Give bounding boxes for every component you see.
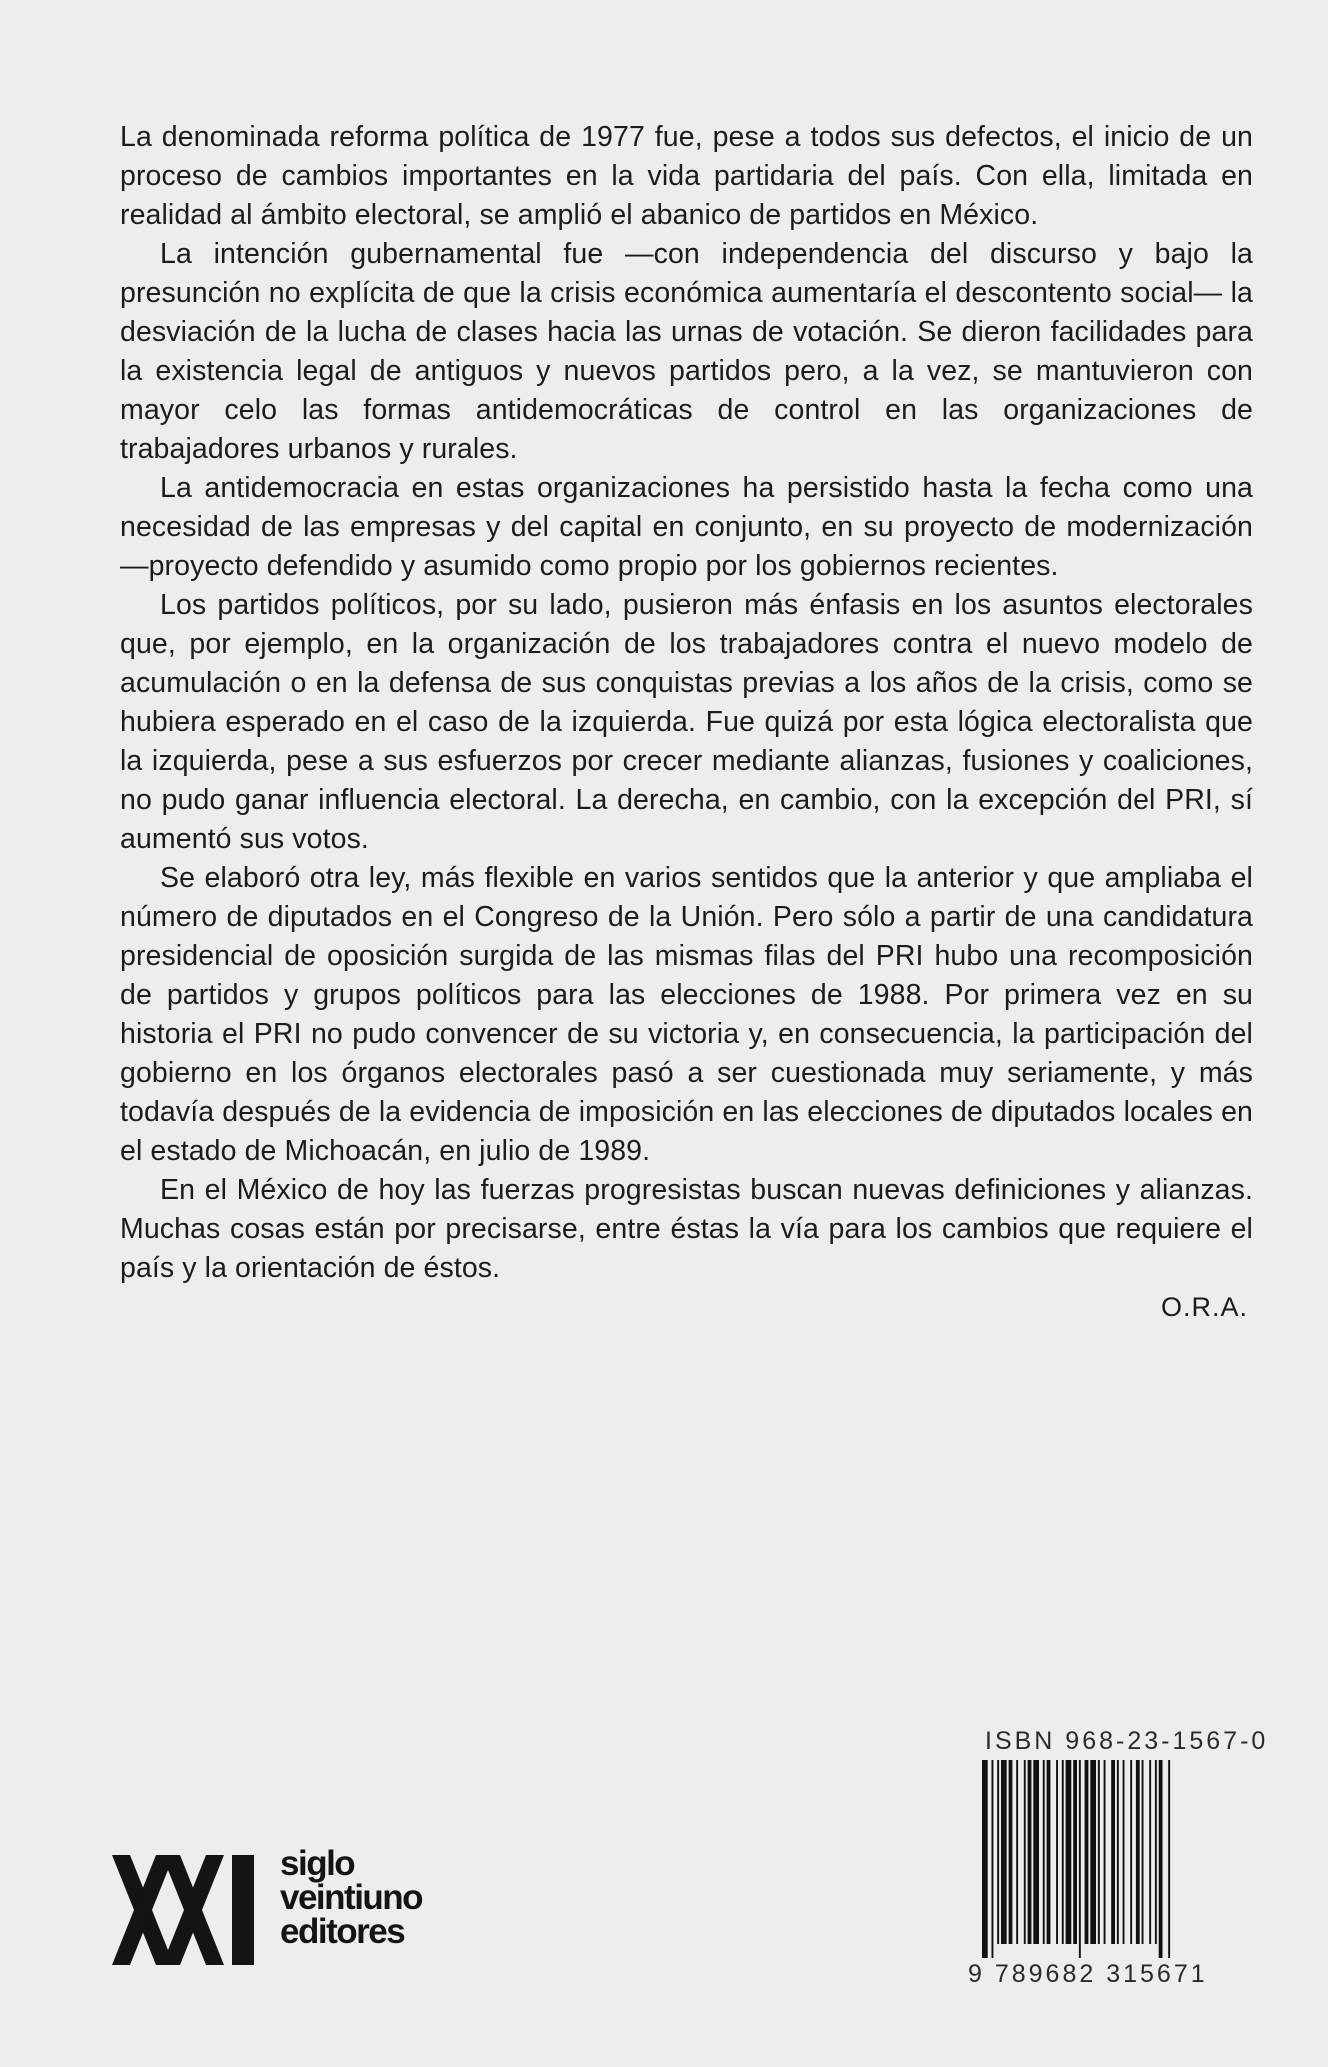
barcode-icon	[980, 1760, 1260, 1958]
author-initials: O.R.A.	[1160, 1292, 1248, 1322]
paragraph-2: La intención gubernamental fue —con independencia del discurso y bajo la presunción no explícita de que la crisis económica aumentaría el descontento social— la desviación de la lucha de clases hacia las urnas de votación. Se dieron facilidades para la existencia legal de antiguos y nuevos partidos pero, a la vez, se mantuvieron con mayor celo las formas antidemocráticas de control en las organizaciones de trabajadores urbanos y rurales.	[120, 238, 1253, 465]
barcode	[980, 1760, 1260, 1958]
paragraph-5: Se elaboró otra ley, más flexible en varios sentidos que la anterior y que ampliaba el número de diputados en el Congreso de la Unión. Pero sólo a partir de una candidatura presidencial de oposición surgida de las mismas filas del PRI hubo una recomposición de partidos y grupos políticos para las elecciones de 1988. Por primera vez en su historia el PRI no pudo convencer de su victoria y, en consecuencia, la participación del gobierno en los órganos electorales pasó a ser cuestionada muy seriamente, y más todavía después de la evidencia de imposición en las elecciones de diputados locales en el estado de Michoacán, en julio de 1989.	[120, 862, 1253, 1167]
paragraph-3: La antidemocracia en estas organizaciones ha persistido hasta la fecha como una necesidad de las empresas y del capital en conjunto, en su proyecto de modernización —proyecto defendido y asumido como propio por los gobiernos recientes.	[120, 472, 1253, 582]
barcode-digits: 9 789682 315671	[968, 1960, 1208, 1988]
publisher-name	[280, 1844, 423, 1951]
paragraph-1: La denominada reforma política de 1977 fue, pese a todos sus defectos, el inicio de un proceso de cambios importantes en la vida partidaria del país. Con ella, limitada en realidad al ámbito electoral, se amplió el abanico de partidos en México.	[120, 121, 1253, 231]
publisher-line-3: editores	[280, 1912, 405, 1951]
siglo-xxi-logo-icon	[112, 1855, 272, 1965]
paragraph-4: Los partidos políticos, por su lado, pusieron más énfasis en los asuntos electorales que, por ejemplo, en la organización de los trabajadores contra el nuevo modelo de acumulación o en la defensa de sus conquistas previas a los años de la crisis, como se hubiera esperado en el caso de la izquierda. Fue quizá por esta lógica electoralista que la izquierda, pese a sus esfuerzos por crecer mediante alianzas, fusiones y coaliciones, no pudo ganar influencia electoral. La derecha, en cambio, con la excepción del PRI, sí aumentó sus votos.	[120, 589, 1253, 855]
paragraph-6: En el México de hoy las fuerzas progresistas buscan nuevas definiciones y alianzas. Muchas cosas están por precisarse, entre éstas la vía para los cambios que requiere el país y la orientación de éstos.	[120, 1174, 1253, 1284]
publisher-line-1: siglo	[280, 1844, 355, 1883]
isbn-label: ISBN 968-23-1567-0	[985, 1727, 1269, 1755]
publisher-line-2: veintiuno	[280, 1878, 423, 1917]
back-cover-text	[120, 118, 1253, 1288]
